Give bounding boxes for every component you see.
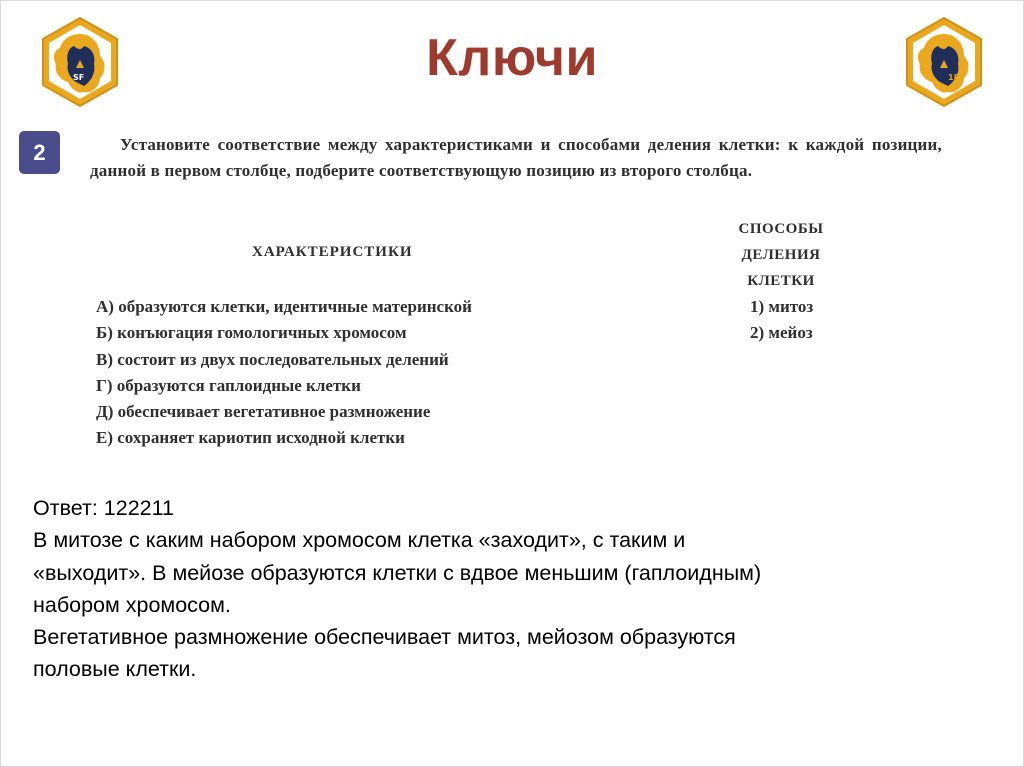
methods-header-line: ДЕЛЕНИЯ	[741, 247, 821, 263]
methods-list	[750, 294, 813, 347]
answer-line: Ответ: 122211	[33, 496, 174, 520]
answer-block	[33, 492, 973, 686]
answer-line: половые клетки.	[33, 657, 197, 682]
methods-header-line: СПОСОБЫ	[738, 221, 824, 237]
logo-left-letters: SF	[73, 73, 85, 82]
answer-line: «выходит». В мейозе образуются клетки с вдвое меньшим (гаплоидным)	[33, 560, 762, 585]
characteristic-item: Б) конъюгация гомологичных хромосом	[96, 323, 407, 343]
question-block	[86, 128, 946, 458]
characteristic-item: Д) обеспечивает вегетативное размножение	[96, 402, 431, 422]
answer-line: набором хромосом.	[33, 592, 231, 617]
method-item: 2) мейоз	[750, 323, 813, 343]
characteristics-list	[96, 294, 472, 452]
question-instruction: Установите соответствие между характеристиками и способами деления клетки: к каждой позиции, данной в первом столбце, подберите соответствующую позицию из второго столбца.	[90, 135, 942, 180]
answer-line: В митозе с каким набором хромосом клетка «заходит», с таким и	[33, 528, 686, 553]
characteristics-header: ХАРАКТЕРИСТИКИ	[252, 244, 413, 260]
page-title: Ключи	[426, 29, 598, 87]
methods-header-line: КЛЕТКИ	[747, 273, 815, 289]
characteristic-item: А) образуются клетки, идентичные материнской	[96, 297, 472, 316]
methods-header	[726, 216, 836, 294]
task-number-badge: 2	[19, 131, 60, 174]
logo-right-letters: 18	[948, 73, 960, 82]
answer-line: Вегетативное размножение обеспечивает митоз, мейозом образуются	[33, 625, 736, 650]
characteristic-item: Г) образуются гаплоидные клетки	[96, 375, 361, 395]
characteristic-item: В) состоит из двух последовательных делений	[96, 349, 449, 369]
characteristic-item: Е) сохраняет кариотип исходной клетки	[96, 428, 405, 448]
method-item: 1) митоз	[750, 297, 814, 316]
